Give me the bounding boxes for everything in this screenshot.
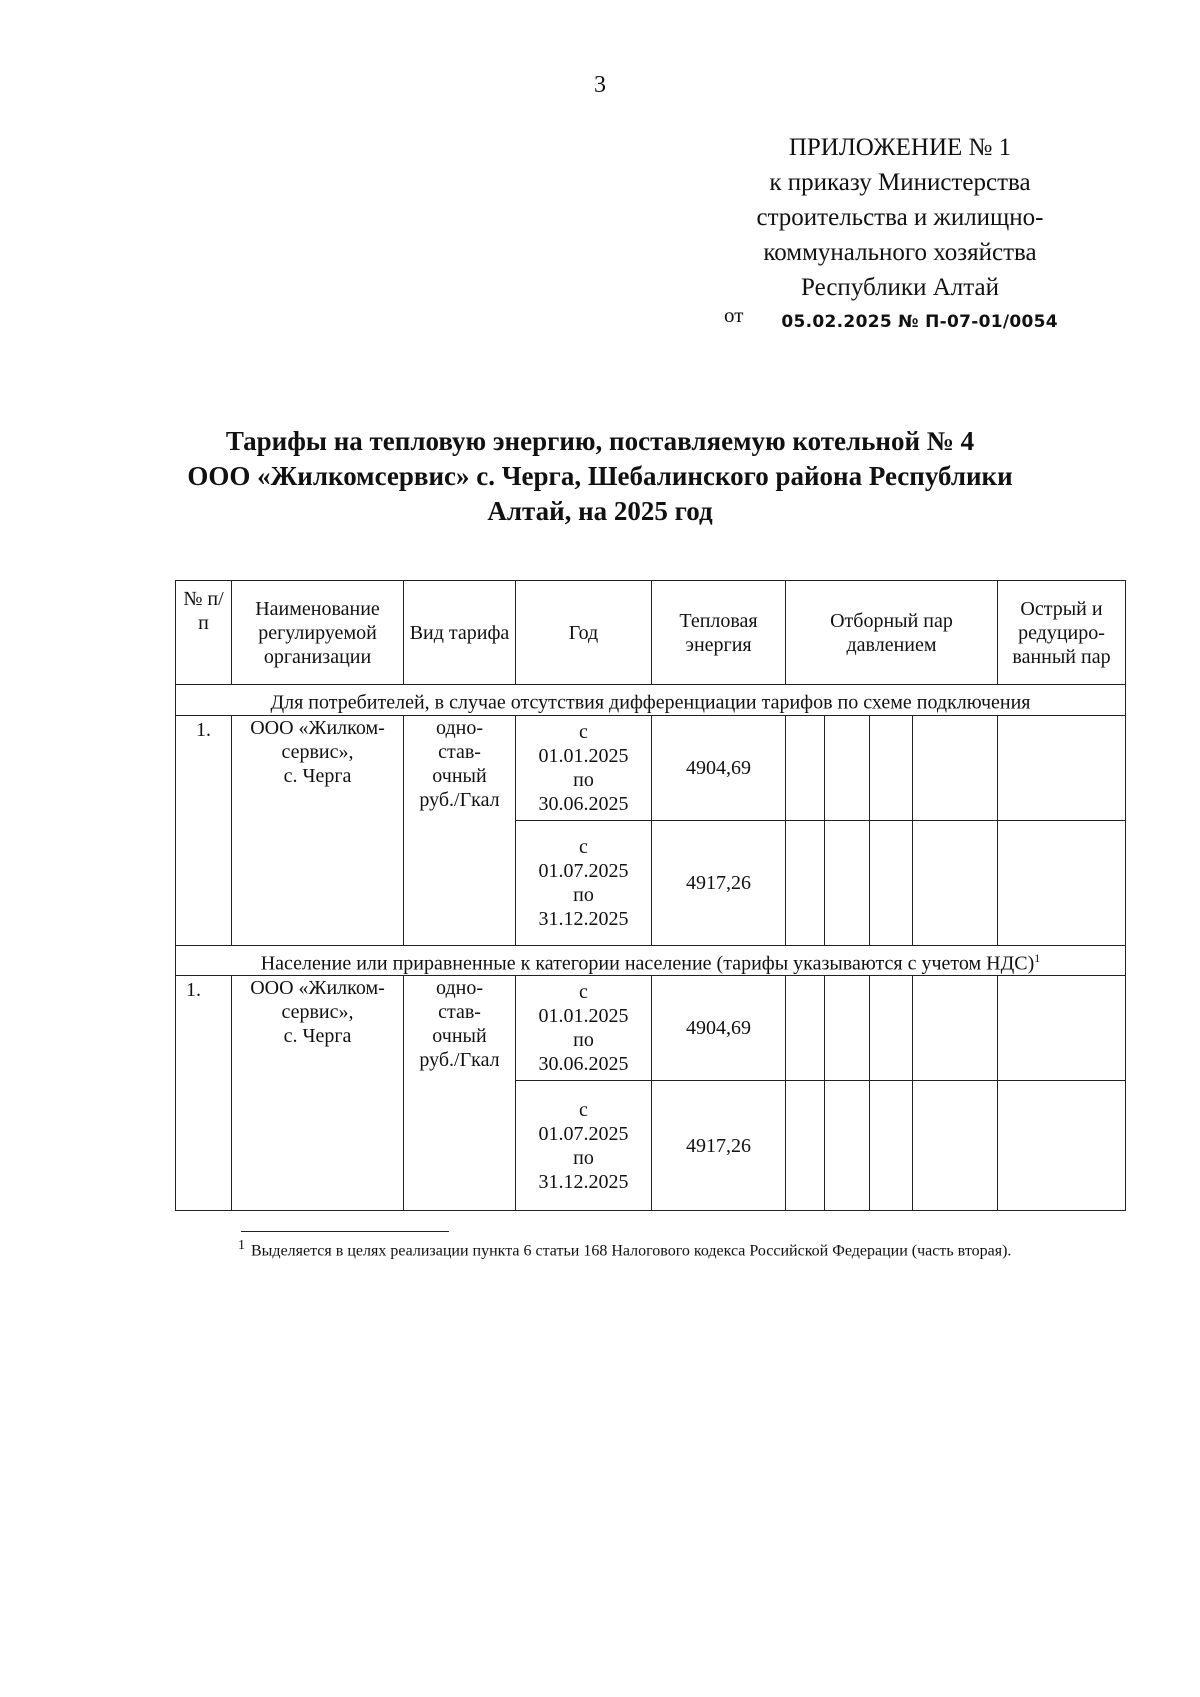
title-line: ООО «Жилкомсервис» с. Черга, Шебалинского района Республики <box>187 461 1013 491</box>
row-period: с 01.01.2025 по 30.06.2025 <box>516 715 652 820</box>
order-reference <box>724 303 1058 332</box>
empty-cell <box>998 715 1126 820</box>
row-heat-value: 4917,26 <box>652 820 786 945</box>
row-period: с 01.07.2025 по 31.12.2025 <box>516 1081 652 1211</box>
header-year: Год <box>516 581 652 685</box>
section-title: Для потребителей, в случае отсутствия дифференциации тарифов по схеме подключения <box>176 685 1126 716</box>
header-num: № п/п <box>176 581 232 685</box>
header-heat-energy: Тепловая энергия <box>652 581 786 685</box>
empty-cell <box>870 1081 913 1211</box>
title-line: Тарифы на тепловую энергию, поставляемую котельной № 4 <box>225 426 975 456</box>
order-number-stamp: 05.02.2025 № П-07-01/0054 <box>781 312 1058 332</box>
footnote-mark: 1 <box>238 1238 245 1253</box>
row-num: 1. <box>176 715 232 945</box>
row-period: с 01.07.2025 по 31.12.2025 <box>516 820 652 945</box>
header-sharp-steam: Острый и редуциро-ванный пар <box>998 581 1126 685</box>
empty-cell <box>913 1081 998 1211</box>
empty-cell <box>825 820 870 945</box>
empty-cell <box>786 976 825 1081</box>
order-from-label: от <box>724 303 744 327</box>
appendix-line: коммунального хозяйства <box>763 239 1037 266</box>
row-heat-value: 4904,69 <box>652 976 786 1081</box>
appendix-line: строительства и жилищно- <box>756 204 1044 231</box>
section-title: Население или приравненные к категории население (тарифы указываются с учетом НДС)$^1$ <box>176 945 1126 976</box>
document-title <box>130 424 1070 529</box>
empty-cell <box>998 820 1126 945</box>
appendix-line: ПРИЛОЖЕНИЕ № 1 <box>788 134 1012 161</box>
section-title-row <box>176 945 1126 976</box>
section-title-row <box>176 685 1126 716</box>
table-row <box>176 976 1126 1081</box>
empty-cell <box>913 820 998 945</box>
row-tariff-type: одно- став- очный руб./Гкал <box>404 715 516 945</box>
header-org: Наименование регулируемой организации <box>232 581 404 685</box>
footnote-separator <box>241 1231 449 1232</box>
appendix-line: к приказу Министерства <box>769 169 1031 196</box>
footnote <box>238 1238 1011 1260</box>
empty-cell <box>913 715 998 820</box>
empty-cell <box>825 1081 870 1211</box>
header-tariff-type: Вид тарифа <box>404 581 516 685</box>
empty-cell <box>870 820 913 945</box>
appendix-line: Республики Алтай <box>801 274 999 301</box>
row-org: ООО «Жилком- сервис», с. Черга <box>232 976 404 1211</box>
empty-cell <box>786 820 825 945</box>
empty-cell <box>786 1081 825 1211</box>
empty-cell <box>870 715 913 820</box>
footnote-text: Выделяется в целях реализации пункта 6 статьи 168 Налогового кодекса Российской Федерации (часть вторая). <box>251 1242 1012 1260</box>
empty-cell <box>786 715 825 820</box>
empty-cell <box>825 976 870 1081</box>
row-org: ООО «Жилком- сервис», с. Черга <box>232 715 404 945</box>
row-heat-value: 4917,26 <box>652 1081 786 1211</box>
row-heat-value: 4904,69 <box>652 715 786 820</box>
row-period: с 01.01.2025 по 30.06.2025 <box>516 976 652 1081</box>
empty-cell <box>998 976 1126 1081</box>
empty-cell <box>870 976 913 1081</box>
title-line: Алтай, на 2025 год <box>487 496 713 526</box>
empty-cell <box>913 976 998 1081</box>
empty-cell <box>998 1081 1126 1211</box>
empty-cell <box>825 715 870 820</box>
table-header-row <box>176 581 1126 685</box>
tariff-table <box>175 580 1126 1211</box>
row-tariff-type: одно- став- очный руб./Гкал <box>404 976 516 1211</box>
appendix-header <box>720 130 1080 305</box>
table-row <box>176 715 1126 820</box>
row-num: 1. <box>176 976 232 1211</box>
page-number: 3 <box>594 72 606 98</box>
header-selected-steam: Отборный пар давлением <box>786 581 998 685</box>
